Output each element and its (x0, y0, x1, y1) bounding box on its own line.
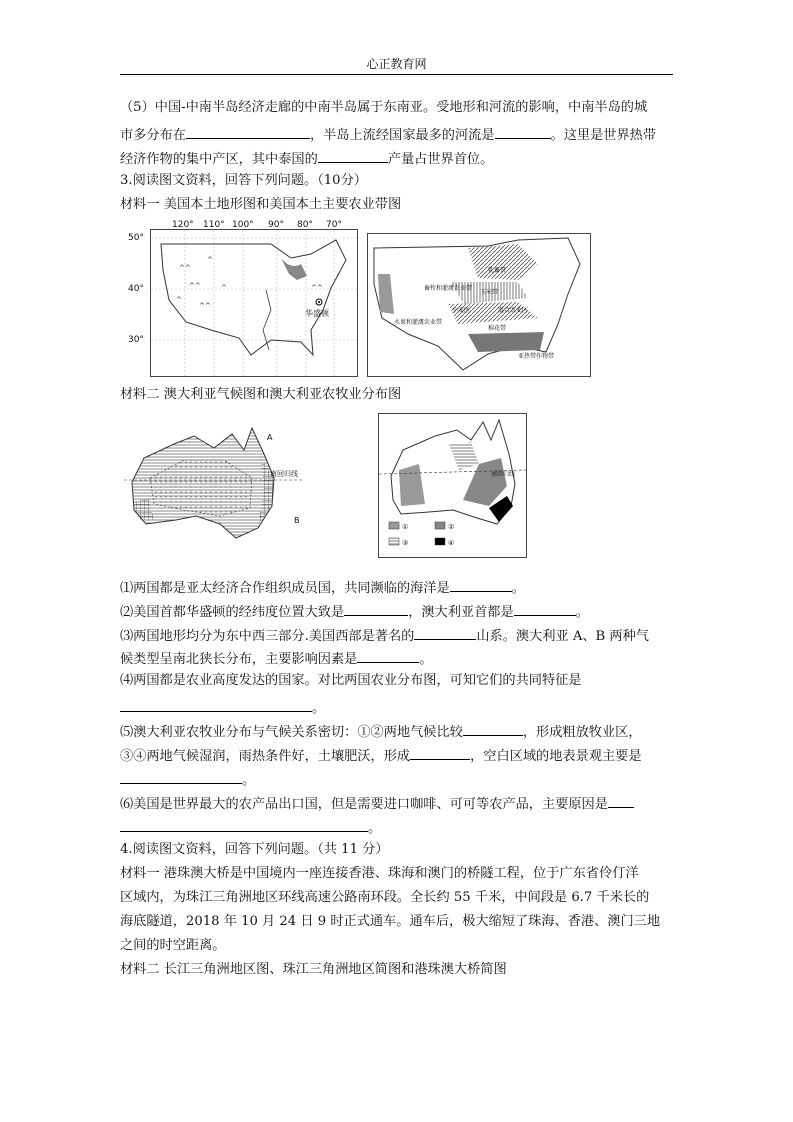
capital-label: 华盛顿 (305, 309, 329, 318)
legend-4: ④ (448, 539, 455, 547)
q5-text: 经济作物的集中产区，其中泰国的 (120, 152, 318, 167)
lat-label: 40° (128, 284, 144, 294)
lat-label: 30° (128, 335, 144, 345)
header-rule (120, 74, 673, 75)
answer-blank[interactable] (450, 577, 512, 592)
q3-material-2: 材料二 澳大利亚气候图和澳大利亚农牧业分布图 (120, 387, 402, 402)
q5-line-3 (120, 148, 680, 169)
lat-label: 50° (128, 233, 144, 243)
q5-text: 产量占世界首位。 (387, 152, 494, 167)
q-text: ⑵美国首都华盛顿的经纬度位置大致是 (120, 605, 345, 620)
us-agriculture-belt-map (367, 233, 591, 377)
legend-3: ③ (402, 539, 409, 547)
q4-material-1-line-4: 之间的时空距离。 (120, 938, 226, 953)
page-header: 心正教育网 (366, 57, 427, 71)
belt-label: 水果和灌溉农业带 (394, 319, 443, 326)
answer-blank[interactable] (344, 601, 408, 616)
q5-line-2 (120, 124, 680, 145)
svg-text:^^: ^^ (179, 264, 191, 272)
q-text: ⑸澳大利亚农牧业分布与气候关系密切：①②两地气候比较 (120, 725, 463, 740)
q-text: ⑶两国地形均分为东中西三部分.美国西部是著名的 (120, 629, 415, 644)
answer-blank[interactable] (120, 697, 312, 712)
svg-text:^: ^ (207, 256, 213, 264)
q3-sub-6 (120, 793, 680, 814)
answer-blank[interactable] (414, 625, 476, 640)
svg-text:^: ^ (221, 284, 227, 292)
legend-2: ② (448, 523, 455, 531)
tropic-label: 南回归线 (491, 471, 516, 478)
q-text: 。 (419, 652, 433, 667)
q4-title: 4.阅读图文资料，回答下列问题。（共 11 分） (120, 842, 389, 857)
answer-blank[interactable] (410, 745, 470, 760)
q-text: 山系。澳大利亚 A、B 两种气 (476, 629, 649, 644)
us-topography-map (150, 229, 358, 377)
answer-blank[interactable] (608, 793, 634, 808)
q3-title: 3.阅读图文资料，回答下列问题。（10分） (120, 173, 367, 188)
answer-blank[interactable] (120, 769, 242, 784)
q-text: ⑴两国都是亚太经济合作组织成员国，共同濒临的海洋是 (120, 581, 450, 596)
q3-sub-3-cont (120, 648, 680, 669)
q-text: 。 (242, 773, 256, 788)
q-text: 。 (312, 701, 326, 716)
q3-sub-6-answer (120, 817, 680, 838)
q5-text: ，半岛上流经国家最多的河流是 (309, 128, 495, 143)
q-text: ③④两地气候湿润，雨热条件好，土壤肥沃，形成 (120, 749, 411, 764)
belt-label: 亚热带作物带 (518, 353, 555, 360)
belt-label: 棉花带 (488, 325, 507, 332)
q3-sub-5-cont (120, 745, 680, 766)
tropic-label: 南回归线 (270, 470, 298, 478)
svg-text:^^: ^^ (311, 284, 323, 292)
svg-text:^^: ^^ (199, 302, 211, 310)
q3-sub-1 (120, 577, 680, 598)
lon-label: 110° (203, 220, 225, 230)
answer-blank[interactable] (318, 148, 388, 163)
q5-text: 市多分布在 (120, 128, 186, 143)
q3-sub-2 (120, 601, 680, 622)
lon-label: 80° (297, 220, 313, 230)
q4-material-2: 材料二 长江三角洲地区图、珠江三角洲地区简图和港珠澳大桥简图 (120, 962, 507, 977)
q4-material-1-line-2: 区域内，为珠江三角洲地区环线高速公路南环段。全长约 55 千米，中间段是 6.7 千米长的 (120, 890, 650, 905)
q-text: ⑹美国是世界最大的农产品出口国，但是需要进口咖啡、可可等农产品，主要原因是 (120, 797, 608, 812)
q-text: 。 (511, 581, 525, 596)
q5-line-1: （5）中国-中南半岛经济走廊的中南半岛属于东南亚。受地形和河流的影响，中南半岛的城 (120, 100, 648, 115)
q-text: 候类型呈南北狭长分布，主要影响因素是 (120, 652, 358, 667)
q3-sub-3 (120, 625, 680, 646)
legend-1: ① (402, 523, 409, 531)
answer-blank[interactable] (357, 648, 419, 663)
q-text: 。 (368, 821, 382, 836)
belt-label: 乳畜带 (488, 267, 507, 274)
answer-blank[interactable] (495, 124, 551, 139)
q-text: 。 (575, 605, 589, 620)
q-text: ，空白区域的地表景观主要是 (470, 749, 642, 764)
belt-label: 畜牧和灌溉农业带 (424, 285, 473, 292)
q-text: ，澳大利亚首都是 (408, 605, 514, 620)
q-text: ，形成粗放牧业区， (522, 725, 642, 740)
belt-label: 小麦区 (452, 307, 471, 314)
answer-blank[interactable] (120, 817, 368, 832)
australia-agriculture-map (378, 413, 527, 558)
q3-sub-5 (120, 721, 680, 742)
australia-climate-map (124, 420, 304, 552)
climate-label-a: A (267, 433, 273, 442)
lon-label: 120° (172, 220, 194, 230)
q4-material-1-line-3: 海底隧道，2018 年 10 月 24 日 9 时正式通车。通车后，极大缩短了珠海、香港、澳门三地 (120, 914, 661, 929)
svg-text:^: ^ (176, 296, 182, 304)
answer-blank[interactable] (463, 721, 523, 736)
q3-sub-5-answer (120, 769, 680, 790)
q5-text: 。这里是世界热带 (550, 128, 657, 143)
belt-label: 玉米带 (480, 289, 499, 296)
belt-label: 混合农业区 (498, 307, 529, 314)
q3-sub-4-answer (120, 697, 680, 718)
q3-sub-4: ⑷两国都是农业高度发达的国家。对比两国农业分布图，可知它们的共同特征是 (120, 673, 582, 688)
svg-text:^^: ^^ (189, 282, 201, 290)
answer-blank[interactable] (514, 601, 576, 616)
q4-material-1-line-1: 材料一 港珠澳大桥是中国境内一座连接香港、珠海和澳门的桥隧工程，位于广东省伶仃洋 (120, 866, 639, 881)
lon-label: 70° (326, 220, 342, 230)
lon-label: 90° (268, 220, 284, 230)
q3-material-1: 材料一 美国本土地形图和美国本土主要农业带图 (120, 197, 402, 212)
lon-label: 100° (232, 220, 254, 230)
climate-label-b: B (294, 516, 300, 525)
answer-blank[interactable] (186, 124, 310, 139)
